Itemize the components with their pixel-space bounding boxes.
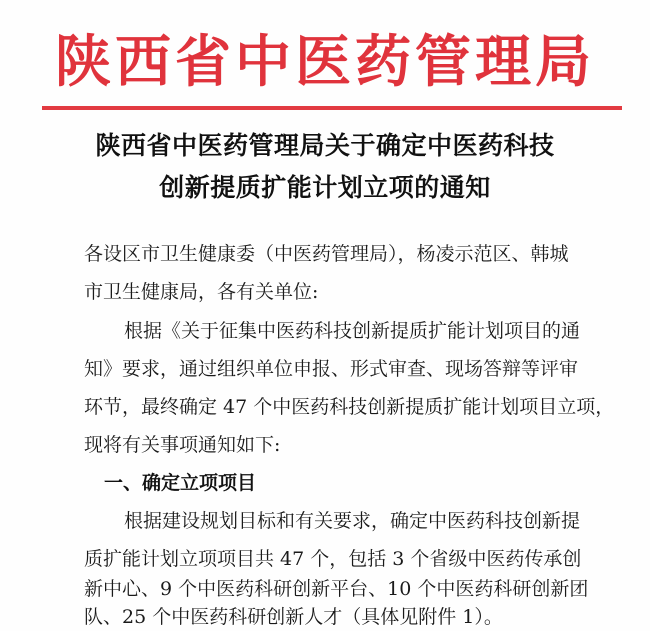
paragraph-1-line-2: 知》要求，通过组织单位申报、形式审查、现场答辩等评审 [84,358,579,380]
paragraph-2-line-4: 队、25 个中医药科研创新人才（具体见附件 1）。 [84,606,503,628]
paragraph-1-line-1: 根据《关于征集中医药科技创新提质扩能计划项目的通 [124,320,581,342]
document-title-line-1: 陕西省中医药管理局关于确定中医药科技 [95,131,555,160]
salutation-line-2: 市卫生健康局，各有关单位: [84,281,319,303]
paragraph-1-line-4: 现将有关事项通知如下: [84,434,281,456]
paragraph-2-line-1: 根据建设规划目标和有关要求，确定中医药科技创新提 [124,510,581,532]
paragraph-1-line-3: 环节，最终确定 47 个中医药科技创新提质扩能计划项目立项， [84,396,615,418]
paragraph-2-line-3: 新中心、9 个中医药科研创新平台、10 个中医药科研创新团 [84,578,589,600]
paragraph-2-line-2: 质扩能计划立项项目共 47 个，包括 3 个省级中医药传承创 [84,548,582,570]
document-title-line-2: 创新提质扩能计划立项的通知 [159,173,491,202]
red-divider-rule [42,106,622,110]
salutation-line-1: 各设区市卫生健康委（中医药管理局），杨凌示范区、韩城 [84,243,569,265]
masthead-title: 陕西省中医药管理局 [55,29,595,95]
section-1-heading: 一、确定立项项目 [104,472,257,494]
